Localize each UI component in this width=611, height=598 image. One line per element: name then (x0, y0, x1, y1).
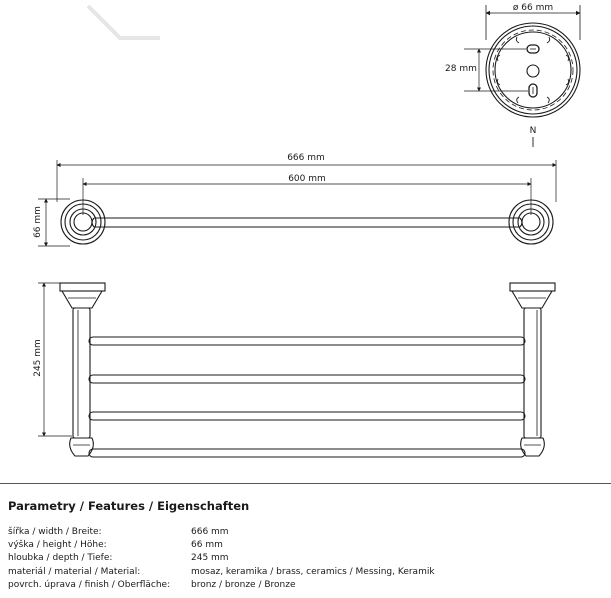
height-dimension-label: 66 mm (33, 206, 43, 238)
features-label: materiál / material / Material: (8, 566, 141, 577)
features-value: 245 mm (191, 553, 229, 564)
rail-length-dimension-label: 600 mm (288, 174, 326, 184)
overall-width-dimension-label: 666 mm (287, 153, 325, 163)
features-label: šířka / width / Breite: (8, 527, 102, 537)
screw-glyph: N (529, 126, 537, 136)
hole-spacing-dimension-label: 28 mm (445, 64, 477, 74)
features-value: 66 mm (191, 540, 223, 551)
section-divider (0, 483, 611, 484)
features-label: výška / height / Höhe: (8, 540, 107, 551)
mounting-plate-view (445, 3, 580, 147)
diameter-dimension-label: ø 66 mm (512, 3, 554, 13)
side-elevation-view (33, 283, 555, 457)
front-elevation-view (33, 153, 556, 246)
features-label: hloubka / depth / Tiefe: (8, 553, 113, 564)
features-value: 666 mm (191, 527, 229, 537)
features-value: bronz / bronze / Bronze (191, 579, 296, 590)
features-value: mosaz, keramika / brass, ceramics / Messing, Keramik (191, 566, 435, 577)
features-label: povrch. úprava / finish / Oberfläche: (8, 579, 171, 590)
features-title: Parametry / Features / Eigenschaften (8, 499, 250, 513)
depth-dimension-label: 245 mm (33, 339, 43, 377)
